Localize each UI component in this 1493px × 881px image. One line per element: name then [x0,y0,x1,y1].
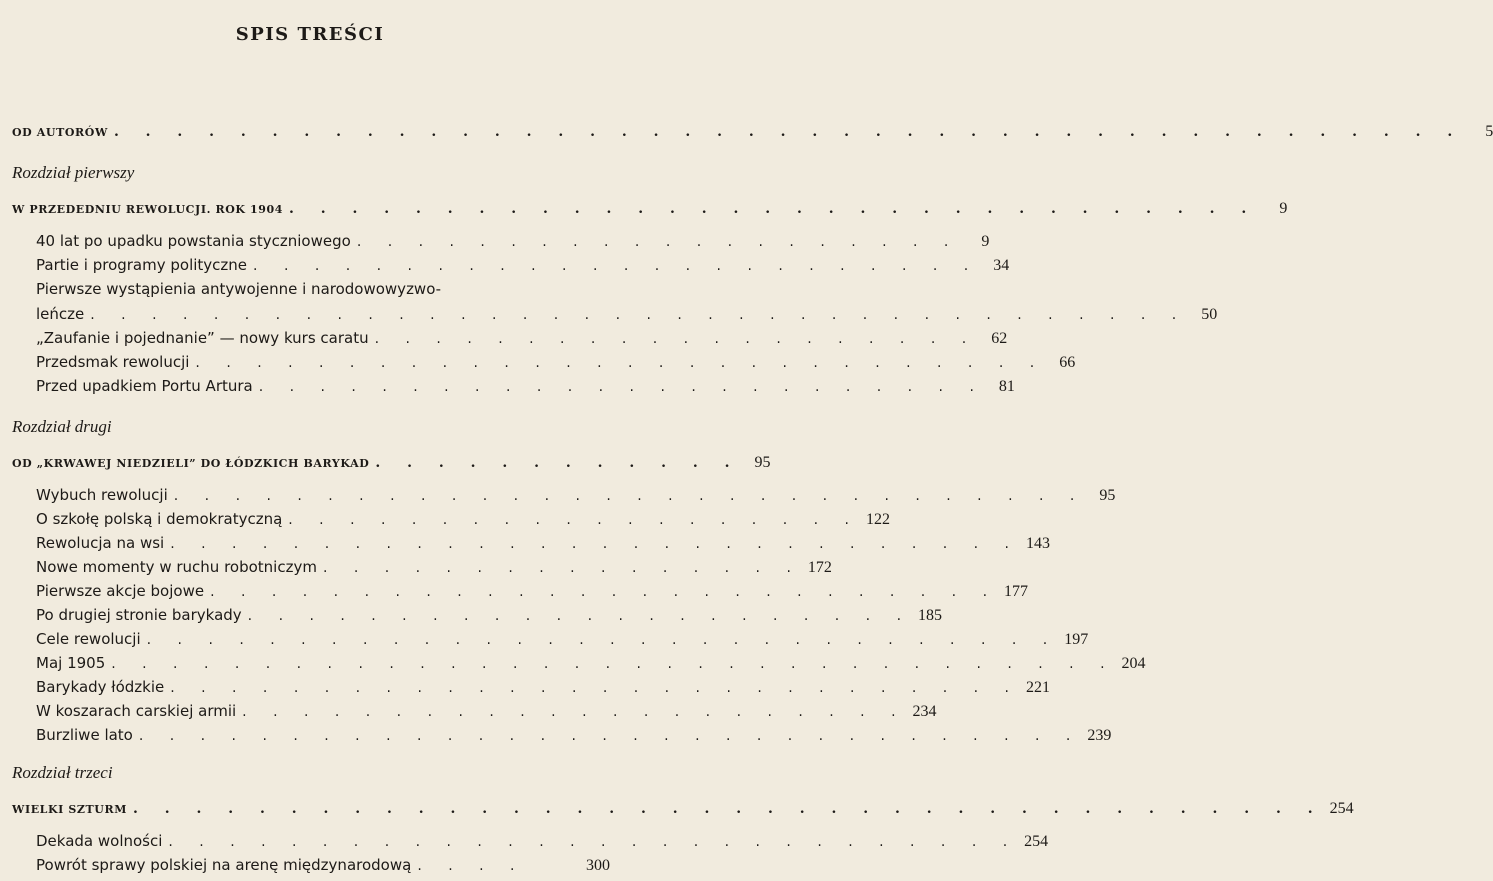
toc-entry-title: Po drugiej stronie barykady [36,606,242,624]
toc-entry-title: Nowe momenty w ruchu robotniczym [36,558,317,576]
dot-leader: . . . . . . . . . . . . . . . . . . . . . . [247,608,913,624]
dot-leader: . . . . . . . . . . . . . . . . . . . . . . [242,704,907,720]
toc-entry [36,702,937,721]
toc-chapter-2 [12,454,771,472]
toc-entry-page: 254 [1329,800,1354,817]
toc-entry-title: Przed upadkiem Portu Artura [36,377,253,395]
toc-entry-title: 40 lat po upadku powstania styczniowego [36,232,351,250]
toc-entry-title: Maj 1905 [36,654,106,672]
dot-leader: . . . . . . . . . . . . . . . . . . . . . . . . . . . . [168,834,1019,850]
toc-entry-page: 197 [1064,631,1089,648]
dot-leader: . . . . . . . . . . . . . . . . . . . . . . . . . . . . . . . . . . . . [90,307,1188,323]
dot-leader: . . . . . . . . . . . . . . . . . . . . . . . . [258,379,985,395]
toc-entry [36,256,1010,275]
toc-entry-title-line: Pierwsze wystąpienia antywojenne i narodowowyzwo- [36,280,442,298]
toc-entry-page: 143 [1025,535,1050,552]
toc-entry [36,353,1076,372]
toc-entry-page: 9 [1279,200,1288,217]
page-title: SPIS TREŚCI [235,24,385,45]
dot-leader: . . . . . . . . . . . . . . . . . . . . [374,331,978,347]
toc-entry-page: 50 [1201,306,1218,323]
toc-entry [36,856,610,875]
toc-entry-title: Pierwsze akcje bojowe [36,582,205,600]
toc-entry-title: W PRZEDEDNIU REWOLUCJI. ROK 1904 [12,203,283,216]
chapter-label-2: Rozdział drugi [12,417,112,436]
toc-entry-title: Powrót sprawy polskiej na arenę międzynarodową [36,856,412,874]
toc-entry [36,377,1015,396]
dot-leader: . . . . . . . . . . . . . . . . . . . . [356,234,960,250]
dot-leader: . . . . . . . . . . . . . . . . . . . . . . . . . . [210,584,999,600]
toc-entry-title: Barykady łódzkie [36,678,165,696]
dot-leader: . . . . . . . . . . . . . . . . [322,560,802,576]
toc-entry-page: 95 [754,454,771,471]
chapter-label-1: Rozdział pierwszy [12,163,135,182]
toc-entry-title: WIELKI SZTURM [12,803,128,816]
toc-entry-page: 9 [981,233,990,250]
toc-entry-title: „Zaufanie i pojednanie” — nowy kurs caratu [36,329,369,347]
toc-entry [36,726,1112,745]
toc-chapter-3 [12,800,1354,818]
dot-leader: . . . . . . . . . . . . . . . . . . . . . . . . . . . . . . [173,488,1086,504]
toc-entry-title: OD AUTORÓW [12,126,108,139]
toc-entry-title: leńcze [36,305,85,323]
toc-entry-page: 34 [993,257,1010,274]
toc-entry-title: Wybuch rewolucji [36,486,168,504]
toc-entry-title: Rewolucja na wsi [36,534,165,552]
dot-leader: . . . . . . . . . . . . . . . . . . . . . . . . . . . . [170,536,1020,552]
chapter-label-3: Rozdział trzeci [12,763,113,782]
toc-entry [36,630,1089,649]
toc-entry-page: 254 [1024,833,1049,850]
toc-entry [36,486,1116,505]
dot-leader: . . . . . . . . . . . . . . . . . . . . . . . . . . . . [195,355,1046,371]
toc-entry-page: 239 [1087,727,1112,744]
toc-entry [36,606,943,625]
dot-leader: . . . . . . . . . . . . . . . . . . . . . . . . . . . . . . [146,632,1059,648]
toc-entry-title: Partie i programy polityczne [36,256,248,274]
toc-entry [36,654,1146,673]
toc-entry [36,832,1049,851]
toc-entry-page: 172 [807,559,832,576]
toc-entry-page: 177 [1004,583,1029,600]
dot-leader: . . . . . . . . . . . . . . . . . . . . . . . . . . . . . . . [138,728,1082,744]
dot-leader: . . . . . . . . . . . . . . . . . . . . . . . . . . . . . . . . . [111,656,1116,672]
toc-entry-page: 204 [1121,655,1146,672]
toc-entry [36,329,1008,348]
toc-entry-title: O szkołę polską i demokratyczną [36,510,283,528]
toc-entry [36,232,990,251]
dot-leader: . . . . [417,858,526,874]
dot-leader: . . . . . . . . . . . . . . . . . . . . . . . . . . . . [170,680,1020,696]
dot-leader: . . . . . . . . . . . . . . . . . . . . . . . . . . . . . . . [288,201,1258,217]
dot-leader: . . . . . . . . . . . . [375,455,741,471]
toc-entry [36,558,832,577]
toc-entry-page: 185 [918,607,943,624]
toc-entry-page: 95 [1099,487,1116,504]
toc-entry-page: 234 [912,703,937,720]
toc-entry-page: 66 [1059,354,1076,371]
toc-entry-page: 62 [991,330,1008,347]
dot-leader: . . . . . . . . . . . . . . . . . . . . . . . . . . . . . . . . . . . . . . . . . . . [113,124,1464,140]
toc-entry-page: 221 [1026,679,1050,696]
toc-entry-page: 122 [865,511,890,528]
toc-entry-title: Przedsmak rewolucji [36,353,190,371]
toc-entry-page: 300 [586,857,610,874]
dot-leader: . . . . . . . . . . . . . . . . . . . . . . . . [253,258,980,274]
toc-entry [36,582,1029,601]
toc-entry-title: OD „KRWAWEJ NIEDZIELI” DO ŁÓDZKICH BARYKAD [12,457,370,470]
dot-leader: . . . . . . . . . . . . . . . . . . . . . . . . . . . . . . . . . . . . . . [133,801,1324,817]
toc-entry-page: 5 [1485,123,1493,140]
toc-entry-page: 81 [998,378,1015,395]
toc-entry [36,534,1050,553]
toc-entry-title: W koszarach carskiej armii [36,702,237,720]
toc-entry-title: Burzliwe lato [36,726,133,744]
toc-entry [36,678,1050,697]
dot-leader: . . . . . . . . . . . . . . . . . . . [288,512,860,528]
toc-entry-title: Cele rewolucji [36,630,141,648]
toc-entry-od-autorow [12,123,1493,141]
toc-entry [36,305,1218,324]
toc-entry [36,510,890,529]
toc-chapter-1 [12,200,1288,218]
toc-entry-title: Dekada wolności [36,832,163,850]
